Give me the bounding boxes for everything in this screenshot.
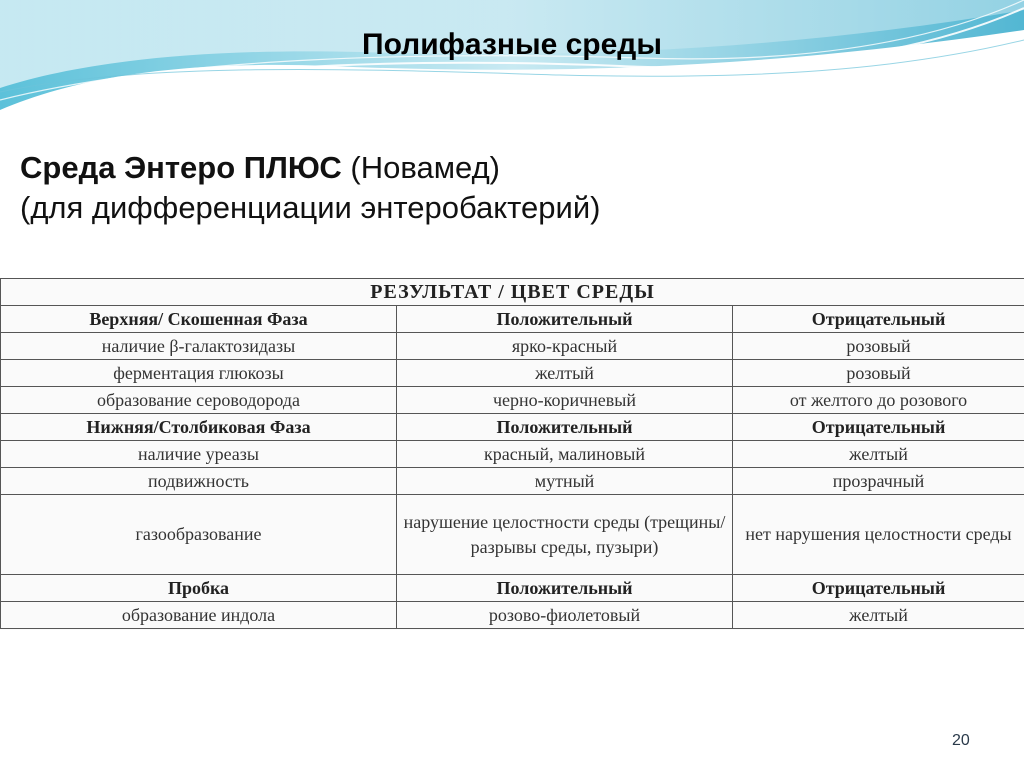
table-row [1,441,1024,468]
table-header: РЕЗУЛЬТАТ / ЦВЕТ СРЕДЫ [1,279,1024,306]
slide-title: Полифазные среды [362,28,662,61]
positive-cell: розово-фиолетовый [397,602,733,629]
negative-cell: от желтого до розового [733,387,1024,414]
test-cell: подвижность [1,468,397,495]
negative-cell: желтый [733,602,1024,629]
negative-cell: желтый [733,441,1024,468]
table-row [1,360,1024,387]
section-header-row [1,306,1024,333]
slide-subtitle [20,148,1010,228]
test-cell: образование сероводорода [1,387,397,414]
results-table-image [0,278,1024,630]
manufacturer-name: (Новамед) [341,150,500,185]
negative-cell: нет нарушения целостности среды [733,495,1024,575]
section-header-row [1,575,1024,602]
negative-cell: прозрачный [733,468,1024,495]
table-row [1,387,1024,414]
test-cell: наличие β-галактозидазы [1,333,397,360]
table-header-row [1,279,1024,306]
phase-label: Верхняя/ Скошенная Фаза [1,306,397,333]
subtitle-line-1 [20,148,1010,188]
positive-cell: ярко-красный [397,333,733,360]
positive-cell: желтый [397,360,733,387]
positive-label: Положительный [397,575,733,602]
header-wave-banner [0,0,1024,130]
section-header-row [1,414,1024,441]
negative-cell: розовый [733,333,1024,360]
phase-label: Пробка [1,575,397,602]
positive-cell: мутный [397,468,733,495]
test-cell: наличие уреазы [1,441,397,468]
negative-label: Отрицательный [733,306,1024,333]
positive-cell: нарушение целостности среды (трещины/разрывы среды, пузыри) [397,495,733,575]
table-row [1,602,1024,629]
table-row [1,495,1024,575]
negative-label: Отрицательный [733,414,1024,441]
test-cell: образование индола [1,602,397,629]
positive-cell: черно-коричневый [397,387,733,414]
phase-label: Нижняя/Столбиковая Фаза [1,414,397,441]
positive-label: Положительный [397,414,733,441]
test-cell: ферментация глюкозы [1,360,397,387]
subtitle-line-2: (для дифференциации энтеробактерий) [20,190,601,225]
page-number: 20 [952,732,970,749]
positive-label: Положительный [397,306,733,333]
table-row [1,468,1024,495]
negative-cell: розовый [733,360,1024,387]
negative-label: Отрицательный [733,575,1024,602]
results-table [0,278,1024,629]
table-row [1,333,1024,360]
positive-cell: красный, малиновый [397,441,733,468]
medium-name: Среда Энтеро ПЛЮС [20,150,342,185]
test-cell: газообразование [1,495,397,575]
